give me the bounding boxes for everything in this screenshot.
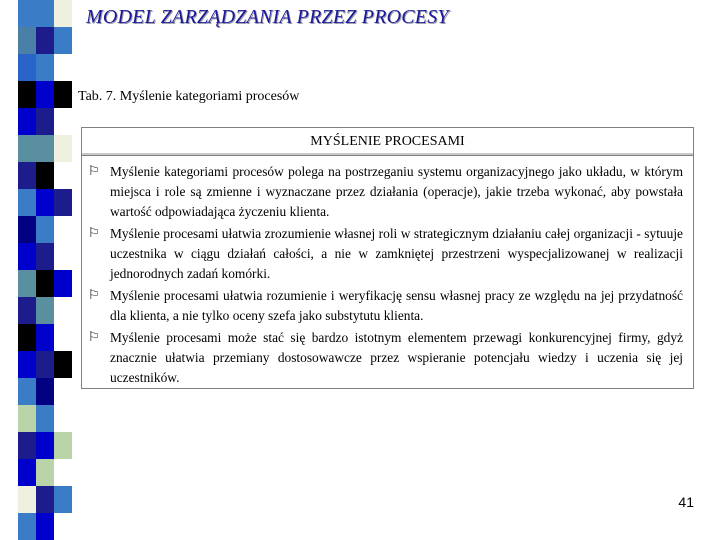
sidebar-square (36, 162, 54, 189)
sidebar-square (36, 351, 54, 378)
sidebar-square (54, 243, 72, 270)
sidebar-square (36, 54, 54, 81)
sidebar-square (54, 486, 72, 513)
sidebar-square (54, 297, 72, 324)
slide-title: MODEL ZARZĄDZANIA PRZEZ PROCESY (86, 6, 449, 28)
list-item (88, 162, 683, 222)
sidebar-square (54, 162, 72, 189)
sidebar-square (36, 432, 54, 459)
sidebar-square (36, 378, 54, 405)
list-item (88, 286, 683, 326)
sidebar-square (36, 405, 54, 432)
content-box (81, 127, 694, 389)
sidebar-square (36, 459, 54, 486)
sidebar-square (36, 513, 54, 540)
page-number: 41 (678, 494, 694, 510)
sidebar-square (54, 324, 72, 351)
sidebar-square (54, 405, 72, 432)
table-caption (78, 89, 299, 105)
list-item-text: Myślenie kategoriami procesów polega na postrzeganiu systemu organizacyjnego jako układu, w którym miejsca i role są zmienne i wyznaczane przez działania (operacje), jakie trzeba wykonać, aby powstała wartość odpowiadająca życzeniu klienta. (110, 164, 683, 219)
sidebar-square (36, 81, 54, 108)
sidebar-square (54, 54, 72, 81)
sidebar-square (36, 108, 54, 135)
sidebar-square (54, 81, 72, 108)
sidebar-square (18, 108, 36, 135)
sidebar-square (18, 81, 36, 108)
sidebar-square (54, 108, 72, 135)
sidebar-square (36, 27, 54, 54)
flag-bullet-icon: ⚐ (88, 226, 100, 241)
sidebar-square (54, 513, 72, 540)
sidebar-square (18, 324, 36, 351)
sidebar-square (18, 135, 36, 162)
sidebar-square (54, 432, 72, 459)
sidebar-square (54, 351, 72, 378)
decorative-sidebar (0, 0, 72, 540)
list-item (88, 328, 683, 388)
sidebar-square (18, 351, 36, 378)
sidebar-square (18, 432, 36, 459)
sidebar-square (18, 54, 36, 81)
sidebar-square (18, 297, 36, 324)
list-item (88, 224, 683, 284)
sidebar-square (36, 216, 54, 243)
list-item-text: Myślenie procesami ułatwia zrozumienie własnej roli w strategicznym działaniu całej organizacji - sytuuje uczestnika w ciągu działań całości, a nie w zamkniętej przestrzeni wyspecjalizowanej w realizacji jednorodnych zadań komórki. (110, 226, 683, 281)
flag-bullet-icon: ⚐ (88, 164, 100, 179)
flag-bullet-icon: ⚐ (88, 330, 100, 345)
sidebar-square (18, 405, 36, 432)
sidebar-square (54, 270, 72, 297)
sidebar-square (18, 243, 36, 270)
sidebar-square (18, 270, 36, 297)
sidebar-square (36, 243, 54, 270)
sidebar-square (36, 324, 54, 351)
sidebar-square (18, 459, 36, 486)
sidebar-square (36, 0, 54, 27)
sidebar-square (18, 216, 36, 243)
sidebar-square (36, 486, 54, 513)
sidebar-square (36, 297, 54, 324)
caption-text: Myślenie kategoriami procesów (116, 89, 300, 104)
sidebar-square (54, 459, 72, 486)
sidebar-square (36, 135, 54, 162)
sidebar-square (54, 216, 72, 243)
sidebar-square (18, 378, 36, 405)
list-item-text: Myślenie procesami może stać się bardzo istotnym elementem przewagi konkurencyjnej firmy, gdyż znacznie ułatwia przemiany dostosowawcze przez wspieranie potencjału wiedzy i uczenia się jej uczestników. (110, 330, 683, 385)
sidebar-square (36, 189, 54, 216)
sidebar-square (54, 135, 72, 162)
sidebar-square (54, 189, 72, 216)
box-header: MYŚLENIE PROCESAMI (82, 128, 693, 156)
caption-label: Tab. 7. (78, 89, 117, 104)
list-item-text: Myślenie procesami ułatwia rozumienie i weryfikację sensu własnej pracy ze względu na jej przydatność dla klienta, a nie tylko oceny szefa jako substytutu klienta. (110, 288, 683, 323)
sidebar-square (54, 0, 72, 27)
bullet-list (82, 156, 693, 388)
sidebar-square (18, 513, 36, 540)
sidebar-square (18, 27, 36, 54)
flag-bullet-icon: ⚐ (88, 288, 100, 303)
sidebar-square (54, 378, 72, 405)
sidebar-square (18, 0, 36, 27)
sidebar-square (54, 27, 72, 54)
sidebar-square (18, 189, 36, 216)
sidebar-square (18, 162, 36, 189)
sidebar-square (18, 486, 36, 513)
sidebar-square (36, 270, 54, 297)
